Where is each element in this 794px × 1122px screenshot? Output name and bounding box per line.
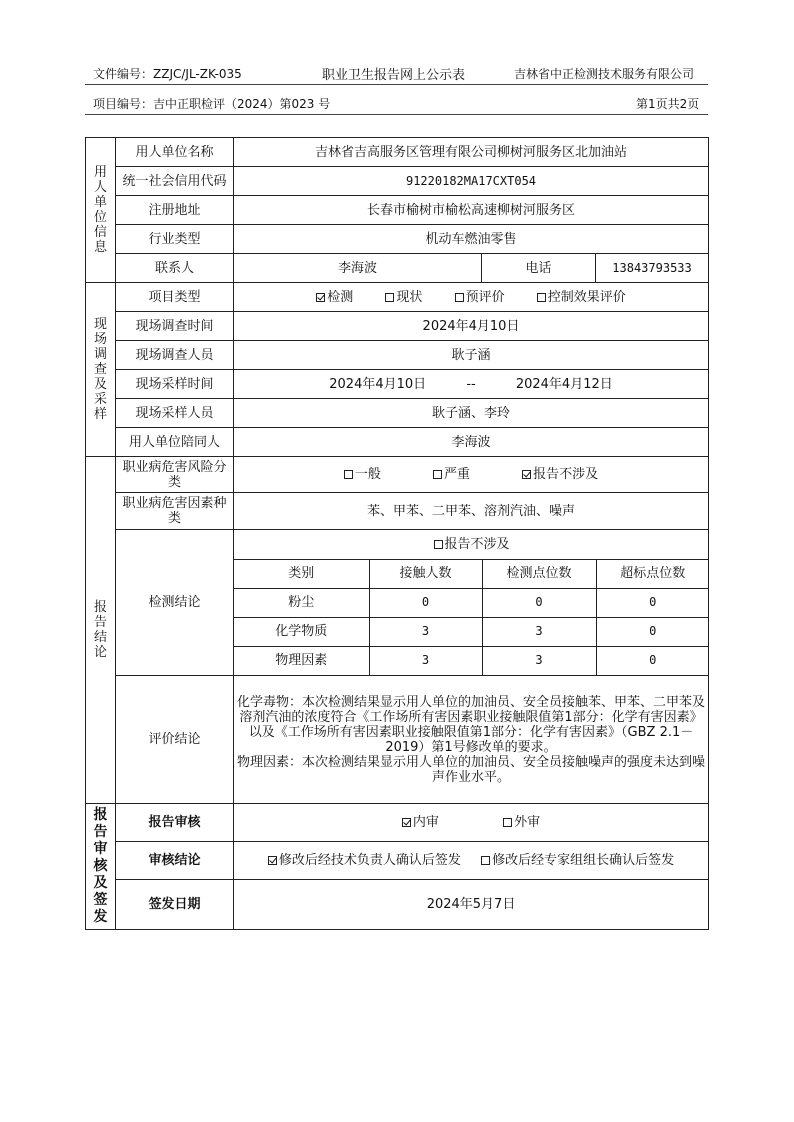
- row-exposed-count: 0: [369, 588, 482, 617]
- section-review-issuance: 报 告 审 核 及 签 发: [86, 804, 116, 930]
- table-row: [234, 588, 709, 617]
- option-external-audit-label: 外审: [514, 815, 541, 830]
- sampling-start: 2024年4月10日: [329, 376, 427, 392]
- phone-label: 电话: [482, 254, 596, 283]
- employer-name: 吉林省吉高服务区管理有限公司柳树河服务区北加油站: [234, 138, 709, 167]
- row-points: 3: [482, 617, 596, 646]
- option-pre-evaluation[interactable]: [455, 290, 505, 305]
- industry: 机动车燃油零售: [234, 225, 709, 254]
- option-control-evaluation[interactable]: [537, 290, 626, 305]
- report-audit-label: 报告审核: [116, 804, 234, 842]
- industry-label: 行业类型: [116, 225, 234, 254]
- address-label: 注册地址: [116, 196, 234, 225]
- evaluation-physical: 物理因素：本次检测结果显示用人单位的加油员、安全员接触噪声的强度未达到噪声作业水平。: [237, 754, 706, 785]
- checkbox-icon: [455, 293, 464, 302]
- evaluation-chemical: 化学毒物：本次检测结果显示用人单位的加油员、安全员接触苯、甲苯、二甲苯及溶剂汽油的浓度符合《工作场所有害因素职业接触限值第1部分：化学有害因素》以及《工作场所有害因素职业接触限值第1部分：化学有害因素》（GBZ 2.1－2019）第1号修改单的要求。: [237, 694, 706, 755]
- option-external-audit[interactable]: [503, 815, 540, 830]
- row-exposed-count: 3: [369, 617, 482, 646]
- option-pre-evaluation-label: 预评价: [465, 289, 505, 305]
- document-number: 文件编号：ZZJC/JL-ZK-035: [93, 67, 242, 81]
- evaluation-conclusion: [234, 676, 709, 804]
- page-indicator: 第1页共2页: [636, 97, 700, 111]
- checkbox-icon: [503, 818, 512, 827]
- option-risk-general-label: 一般: [354, 467, 381, 482]
- option-internal-audit[interactable]: [402, 815, 439, 830]
- hazard-factors-label: 职业病危害因素种类: [116, 493, 234, 530]
- row-exposed-count: 3: [369, 646, 482, 675]
- option-risk-serious[interactable]: [433, 467, 470, 482]
- credit-code-label: 统一社会信用代码: [116, 167, 234, 196]
- sampling-separator: --: [466, 376, 476, 392]
- employer-name-label: 用人单位名称: [116, 138, 234, 167]
- investigation-time: 2024年4月10日: [234, 312, 709, 341]
- header-exposed-count: 接触人数: [369, 559, 482, 588]
- header-points: 检测点位数: [482, 559, 596, 588]
- investigation-time-label: 现场调查时间: [116, 312, 234, 341]
- checkbox-icon: [434, 540, 443, 549]
- samplers-label: 现场采样人员: [116, 399, 234, 428]
- detection-conclusion-label: 检测结论: [116, 530, 234, 676]
- section-employer-info: 用 人 单 位 信 息: [86, 138, 116, 283]
- option-risk-serious-label: 严重: [444, 467, 471, 482]
- row-category: 物理因素: [234, 646, 369, 675]
- option-status[interactable]: [385, 290, 422, 305]
- option-detection[interactable]: [316, 290, 353, 305]
- hazard-factors: 苯、甲苯、二甲苯、溶剂汽油、噪声: [234, 493, 709, 530]
- phone: 13843793533: [596, 254, 709, 283]
- section-report-conclusion: 报 告 结 论: [86, 457, 116, 804]
- option-tech-lead-sign-label: 修改后经技术负责人确认后签发: [278, 853, 461, 868]
- detection-results-table: [234, 530, 709, 675]
- option-expert-lead-sign-label: 修改后经专家组组长确认后签发: [492, 853, 675, 868]
- row-points: 3: [482, 646, 596, 675]
- checkbox-icon: [344, 470, 353, 479]
- contact: 李海波: [234, 254, 482, 283]
- project-number: 项目编号：吉中正职检评（2024）第023 号: [93, 97, 331, 111]
- row-exceeded-points: 0: [596, 646, 709, 675]
- checkbox-checked-icon: [316, 293, 325, 302]
- option-tech-lead-sign[interactable]: [268, 853, 461, 868]
- detection-not-involved[interactable]: [234, 530, 709, 559]
- credit-code: 91220182MA17CXT054: [234, 167, 709, 196]
- option-risk-not-involved-label: 报告不涉及: [533, 467, 599, 482]
- option-expert-lead-sign[interactable]: [481, 853, 674, 868]
- risk-category-options: [234, 457, 709, 493]
- option-risk-not-involved[interactable]: [522, 467, 598, 482]
- checkbox-icon: [481, 856, 490, 865]
- detection-results: [234, 530, 709, 676]
- table-row: [234, 646, 709, 675]
- accompany: 李海波: [234, 428, 709, 457]
- header-exceeded-points: 超标点位数: [596, 559, 709, 588]
- header-divider: [85, 84, 708, 85]
- detection-not-involved-label: 报告不涉及: [444, 536, 510, 552]
- report-audit-options: [234, 804, 709, 842]
- sampling-time-label: 现场采样时间: [116, 370, 234, 399]
- contact-label: 联系人: [116, 254, 234, 283]
- section-survey-sampling: 现 场 调 查 及 采 样: [86, 283, 116, 457]
- risk-category-label: 职业病危害风险分类: [116, 457, 234, 493]
- row-exceeded-points: 0: [596, 588, 709, 617]
- header-divider-2: [85, 114, 708, 115]
- issue-date: 2024年5月7日: [234, 880, 709, 930]
- disclosure-form-table: [85, 137, 709, 930]
- address: 长春市榆树市榆松高速柳树河服务区: [234, 196, 709, 225]
- accompany-label: 用人单位陪同人: [116, 428, 234, 457]
- project-type-label: 项目类型: [116, 283, 234, 312]
- option-status-label: 现状: [396, 289, 423, 305]
- row-category: 粉尘: [234, 588, 369, 617]
- project-type-options: [234, 283, 709, 312]
- investigators-label: 现场调查人员: [116, 341, 234, 370]
- checkbox-checked-icon: [268, 856, 277, 865]
- row-points: 0: [482, 588, 596, 617]
- row-category: 化学物质: [234, 617, 369, 646]
- document-title: 职业卫生报告网上公示表: [322, 68, 466, 83]
- option-risk-general[interactable]: [344, 467, 381, 482]
- issue-date-label: 签发日期: [116, 880, 234, 930]
- sampling-time: [234, 370, 709, 399]
- checkbox-checked-icon: [402, 818, 411, 827]
- checkbox-icon: [537, 293, 546, 302]
- sampling-end: 2024年4月12日: [515, 376, 613, 392]
- audit-result-options: [234, 842, 709, 880]
- header-category: 类别: [234, 559, 369, 588]
- table-row: [234, 617, 709, 646]
- checkbox-checked-icon: [522, 470, 531, 479]
- samplers: 耿子涵、李玲: [234, 399, 709, 428]
- checkbox-icon: [433, 470, 442, 479]
- company-name: 吉林省中正检测技术服务有限公司: [514, 67, 695, 81]
- option-control-evaluation-label: 控制效果评价: [547, 289, 626, 305]
- checkbox-icon: [385, 293, 394, 302]
- evaluation-conclusion-label: 评价结论: [116, 676, 234, 804]
- investigators: 耿子涵: [234, 341, 709, 370]
- option-internal-audit-label: 内审: [412, 815, 439, 830]
- row-exceeded-points: 0: [596, 617, 709, 646]
- audit-result-label: 审核结论: [116, 842, 234, 880]
- option-detection-label: 检测: [327, 289, 354, 305]
